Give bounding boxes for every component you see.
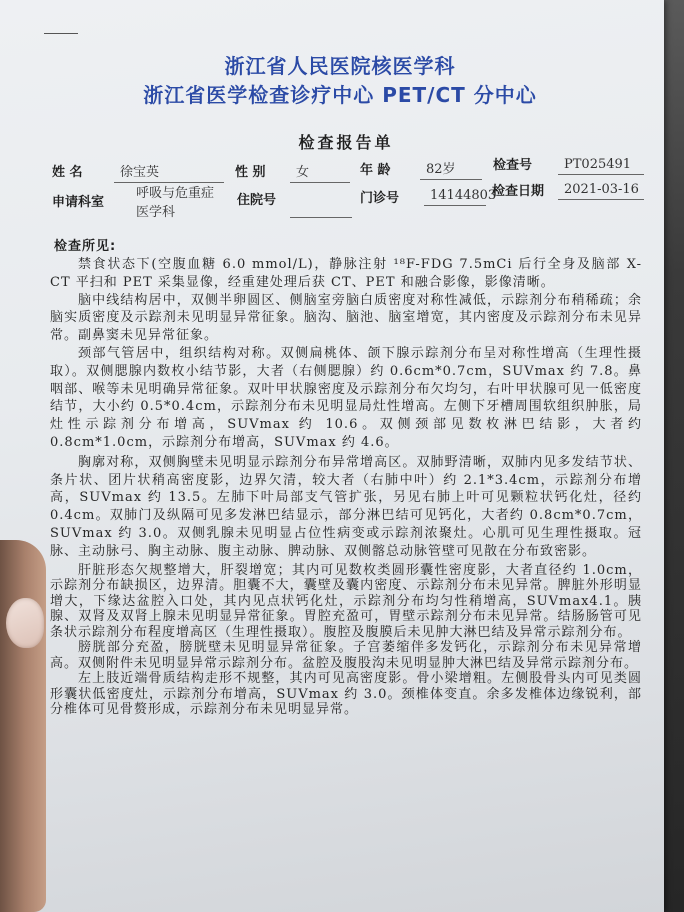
pen-mark xyxy=(44,33,78,34)
findings-paragraph: 胸廓对称，双侧胸壁未见明显示踪剂分布异常增高区。双肺野清晰，双肺内见多发结节状、条片状、团片状稍高密度影，边界欠清，较大者（右肺中叶）约 2.1*3.4cm，示踪剂分布增高，SUVmax 约 13.5。左肺下叶局部支气管扩张，另见右肺上叶可见颗粒状钙化灶，径约 0.4cm。双肺门及纵隔可见多发淋巴结显示，部分淋巴结可见钙化，大者约 0.8cm*0.7cm，SUVmax 约 3.0。双侧乳腺未见明显占位性病变或示踪剂浓聚灶。心肌可见生理性摄取。冠脉、主动脉弓、胸主动脉、腹主动脉、脾动脉、双侧髂总动脉管壁可见散在分布致密影。 xyxy=(50,454,642,559)
exam-date-label: 检查日期 xyxy=(492,184,545,199)
findings-paragraph: 膀胱部分充盈，膀胱壁未见明显异常征象。子宫萎缩伴多发钙化，示踪剂分布未见异常增高。双侧附件未见明显异常示踪剂分布。盆腔及腹股沟未见明显肿大淋巴结及异常示踪剂分布。 xyxy=(50,640,642,671)
center-name: 浙江省医学检查诊疗中心 PET/CT 分中心 xyxy=(143,83,537,107)
findings-paragraph: 脑中线结构居中，双侧半卵圆区、侧脑室旁脑白质密度对称性减低，示踪剂分布稍稀疏；余脑实质密度及示踪剂未见明显异常征象。脑沟、脑池、脑室增宽，其内密度及示踪剂分布未见异常。副鼻窦未见异常征象。 xyxy=(50,292,642,344)
exam-no-label: 检查号 xyxy=(493,158,533,173)
findings-section xyxy=(50,238,642,718)
requesting-department: 呼吸与危重症医学科 xyxy=(136,186,215,220)
findings-paragraph: 禁食状态下(空腹血糖 6.0 mmol/L)，静脉注射 ¹⁸F-FDG 7.5mCi 后行全身及脑部 X-CT 平扫和 PET 采集显像，经重建处理后获 CT、PET 和融合影像，影像清晰。 xyxy=(50,257,642,290)
patient-age: 82岁 xyxy=(420,160,482,180)
sex-label: 性 别 xyxy=(235,165,266,180)
age-label: 年 龄 xyxy=(360,163,391,178)
patient-name: 徐宝英 xyxy=(114,163,224,183)
findings-paragraph: 左上肢近端骨质结构走形不规整，其内可见高密度影。骨小梁增粗。左侧股骨头内可见类圆形囊状低密度灶，示踪剂分布增高，SUVmax 约 3.0。颈椎体变直。余多发椎体边缘锐利，部分椎体可见骨赘形成，示踪剂分布未见明显异常。 xyxy=(50,671,642,718)
exam-date: 2021-03-16 xyxy=(558,180,644,200)
inpatient-number-blank xyxy=(290,199,352,218)
outpatient-no-label: 门诊号 xyxy=(360,191,400,206)
inpatient-no-label: 住院号 xyxy=(237,193,277,208)
findings-label: 检查所见: xyxy=(54,239,117,254)
report-title: 检查报告单 xyxy=(298,133,394,152)
holding-hand xyxy=(0,540,46,912)
thumbnail xyxy=(6,598,44,648)
patient-sex: 女 xyxy=(290,163,350,183)
findings-paragraph: 肝脏形态欠规整增大，肝裂增宽；其内可见数枚类圆形囊性密度影，大者直径约 1.0cm，示踪剂分布缺损区，边界清。胆囊不大，囊壁及囊内密度、示踪剂分布未见异常。脾脏外形明显增大，下缘达盆腔入口处，其内见点状钙化灶，示踪剂分布均匀性稍增高，SUVmax4.1。胰腺、双肾及双肾上腺未见明显异常征象。胃腔充盈可，胃壁示踪剂分布未见异常。结肠肠管可见条状示踪剂分布程度增高区（生理性摄取）。腹腔及腹膜后未见肿大淋巴结及异常示踪剂分布。 xyxy=(50,562,642,640)
outpatient-number: 14144803 xyxy=(424,186,486,206)
dept-label: 申请科室 xyxy=(52,195,105,210)
exam-number: PT025491 xyxy=(558,155,644,175)
findings-paragraph: 颈部气管居中，组织结构对称。双侧扁桃体、颌下腺示踪剂分布呈对称性增高（生理性摄取）。双侧腮腺内数枚小结节影，大者（右侧腮腺）约 0.6cm*0.7cm，SUVmax 约 7.8。鼻咽部、喉等未见明确异常征象。双叶甲状腺密度及示踪剂分布欠均匀，右叶甲状腺可见一低密度结节，大小约 0.5*0.4cm，示踪剂分布未见明显局灶性增高。左侧下牙槽周围软组织肿胀，局灶性示踪剂分布增高，SUVmax 约 10.6。双侧颈部见数枚淋巴结影，大者约 0.8cm*1.0cm，示踪剂分布增高，SUVmax 约 4.6。 xyxy=(50,345,642,450)
name-label: 姓 名 xyxy=(52,165,83,180)
hospital-name: 浙江省人民医院核医学科 xyxy=(224,54,456,78)
